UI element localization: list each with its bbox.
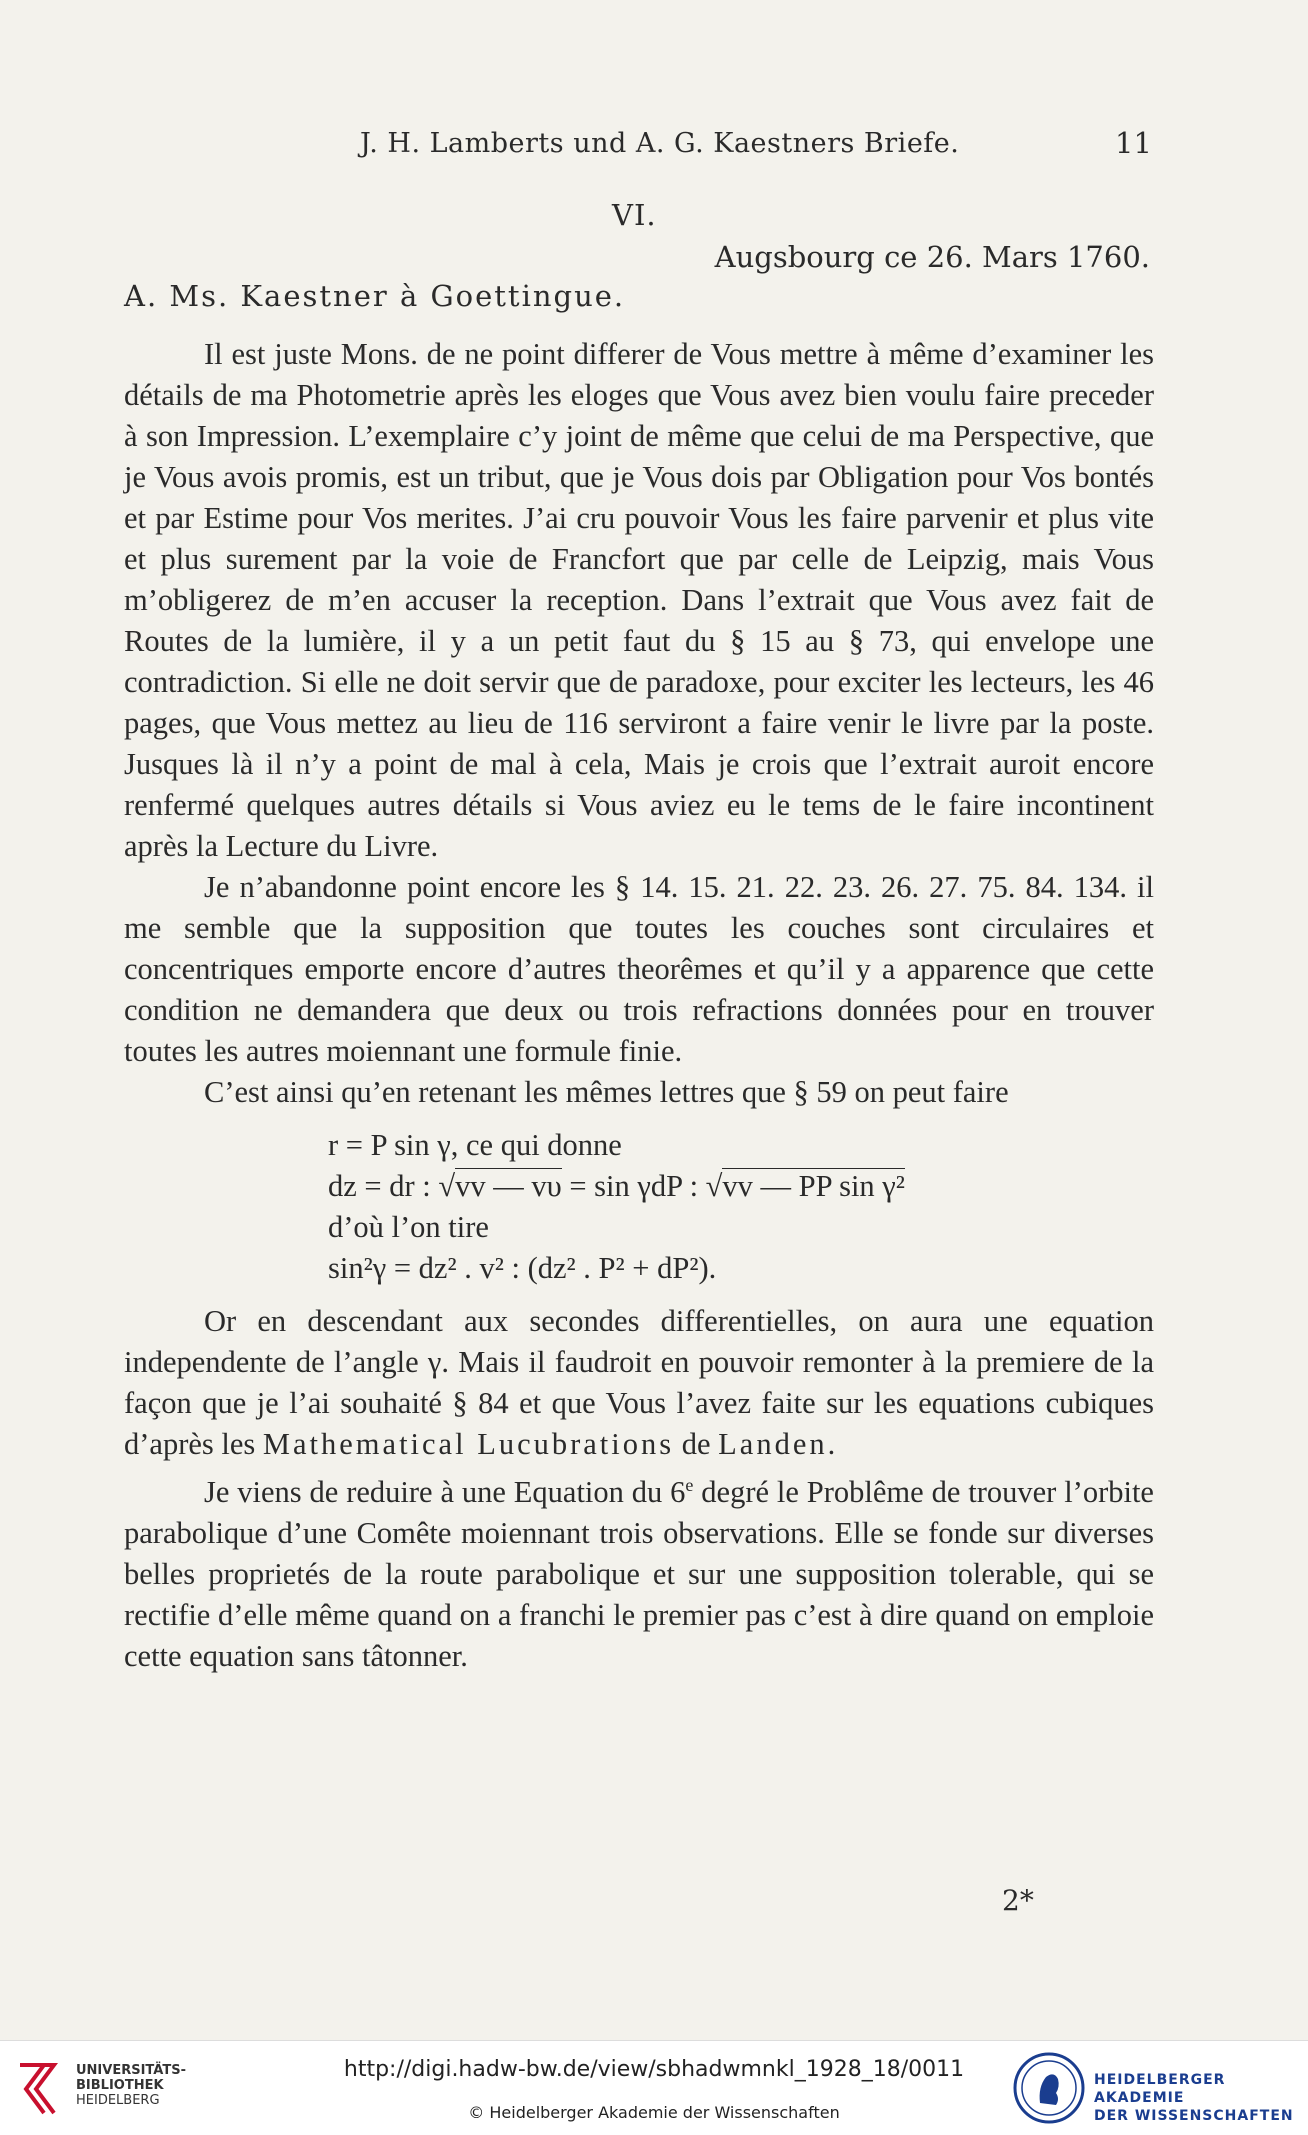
paragraph-2: Je n’abandonne point encore les § 14. 15. 21. 22. 23. 26. 27. 75. 84. 134. il me semble que la supposition que toutes les couches sont circulaires et concentriques emporte encore d’autres theorêmes et qu’il y a apparence que cette condition ne demandera que deux ou trois refractions données pour en trouver toutes les autres moiennant une formule finie. bbox=[124, 870, 1154, 1068]
library-line-2: BIBLIOTHEK bbox=[76, 2078, 164, 2093]
equation-2-left: dz = dr : √ bbox=[328, 1169, 456, 1203]
author-name: Landen bbox=[718, 1427, 828, 1461]
copyright-notice: © Heidelberger Akademie der Wissenschaften bbox=[468, 2103, 840, 2122]
addressee: A. Ms. Kaestner à Goettingue. bbox=[124, 279, 626, 313]
academy-line-1: HEIDELBERGER AKADEMIE bbox=[1094, 2072, 1226, 2106]
library-line-3: HEIDELBERG bbox=[76, 2093, 160, 2108]
source-url-link[interactable]: http://digi.hadw-bw.de/view/sbhadwmnkl_1928_18/0011 bbox=[343, 2057, 965, 2082]
paragraph-5-text-a: Je viens de reduire à une Equation du 6 bbox=[204, 1475, 686, 1510]
paragraph-5-text-b: degré le Problême de trouver l’orbite parabolique d’une Comête moiennant trois observations. Elle se fonde sur diverses belles proprietés de la route parabolique et sur une supposition tolerable, qui se rectifie d’elle même quand on a franchi le premier pas c’est à dire quand on emploie cette equation sans tâtonner. bbox=[124, 1475, 1154, 1674]
equation-line-1: r = P sin γ, ce qui donne bbox=[328, 1128, 622, 1162]
academy-label bbox=[1094, 2071, 1308, 2125]
paragraph-3: C’est ainsi qu’en retenant les mêmes lettres que § 59 on peut faire bbox=[204, 1075, 1009, 1109]
superscript-e: e bbox=[685, 1475, 694, 1495]
equation-block bbox=[328, 1125, 1154, 1289]
library-line-1: UNIVERSITÄTS- bbox=[76, 2063, 186, 2078]
paragraph-4 bbox=[124, 1301, 1154, 1465]
equation-line-3: d’où l’on tire bbox=[328, 1210, 489, 1244]
letter-number: VI. bbox=[612, 198, 657, 232]
page-number: 11 bbox=[1115, 126, 1152, 160]
equation-line-2 bbox=[328, 1166, 1154, 1207]
radical-1: vv — vυ bbox=[455, 1169, 562, 1203]
book-title: Mathematical Lucubrations bbox=[262, 1427, 675, 1461]
radical-2: vv — PP sin γ² bbox=[722, 1169, 905, 1203]
letter-body bbox=[124, 334, 1154, 1677]
signature-mark: 2* bbox=[1002, 1884, 1034, 1917]
equation-2-mid: = sin γdP : √ bbox=[561, 1169, 723, 1203]
academy-seal-icon bbox=[1012, 2051, 1086, 2125]
paragraph-4-text-b: de bbox=[674, 1427, 719, 1461]
paragraph-5 bbox=[124, 1465, 1154, 1677]
running-head: J. H. Lamberts und A. G. Kaestners Briefe. bbox=[360, 128, 960, 159]
dateline: Augsbourg ce 26. Mars 1760. bbox=[714, 240, 1150, 274]
paragraph-4-text-c: . bbox=[827, 1427, 836, 1461]
paragraph-1: Il est juste Mons. de ne point differer de Vous mettre à même d’examiner les détails de ma Photometrie après les eloges que Vous avez bien voulu faire preceder à son Impression. L’exemplaire c’y joint de même que celui de ma Perspective, que je Vous avois promis, est un tribut, que je Vous dois par Obligation pour Vos bontés et par Estime pour Vos merites. J’ai cru pouvoir Vous les faire parvenir et plus vite et plus surement par la voie de Francfort que par celle de Leipzig, mais Vous m’obligerez de m’en accuser la reception. Dans l’extrait que Vous avez fait de Routes de la lumière, il y a un petit faut du § 15 au § 73, qui envelope une contradiction. Si elle ne doit servir que de paradoxe, pour exciter les lecteurs, les 46 pages, que Vous mettez au lieu de 116 serviront a faire venir le livre par la poste. Jusques là il n’y a point de mal à cela, Mais je crois que l’extrait auroit encore renfermé quelques autres détails si Vous aviez eu le tems de le faire incontinent après la Lecture du Livre. bbox=[124, 337, 1154, 863]
academy-line-2: DER WISSENSCHAFTEN bbox=[1094, 2108, 1294, 2124]
footer-bar bbox=[0, 2040, 1308, 2135]
equation-line-4: sin²γ = dz² . v² : (dz² . P² + dP²). bbox=[328, 1251, 717, 1285]
paragraph-4-text-a: Or en descendant aux secondes differentielles, on aura une equation independente de l’angle γ. Mais il faudroit en pouvoir remonter à la premiere de la façon que je l’ai souhaité § 84 et que Vous l’avez faite sur les equations cubiques d’après les bbox=[124, 1304, 1154, 1461]
